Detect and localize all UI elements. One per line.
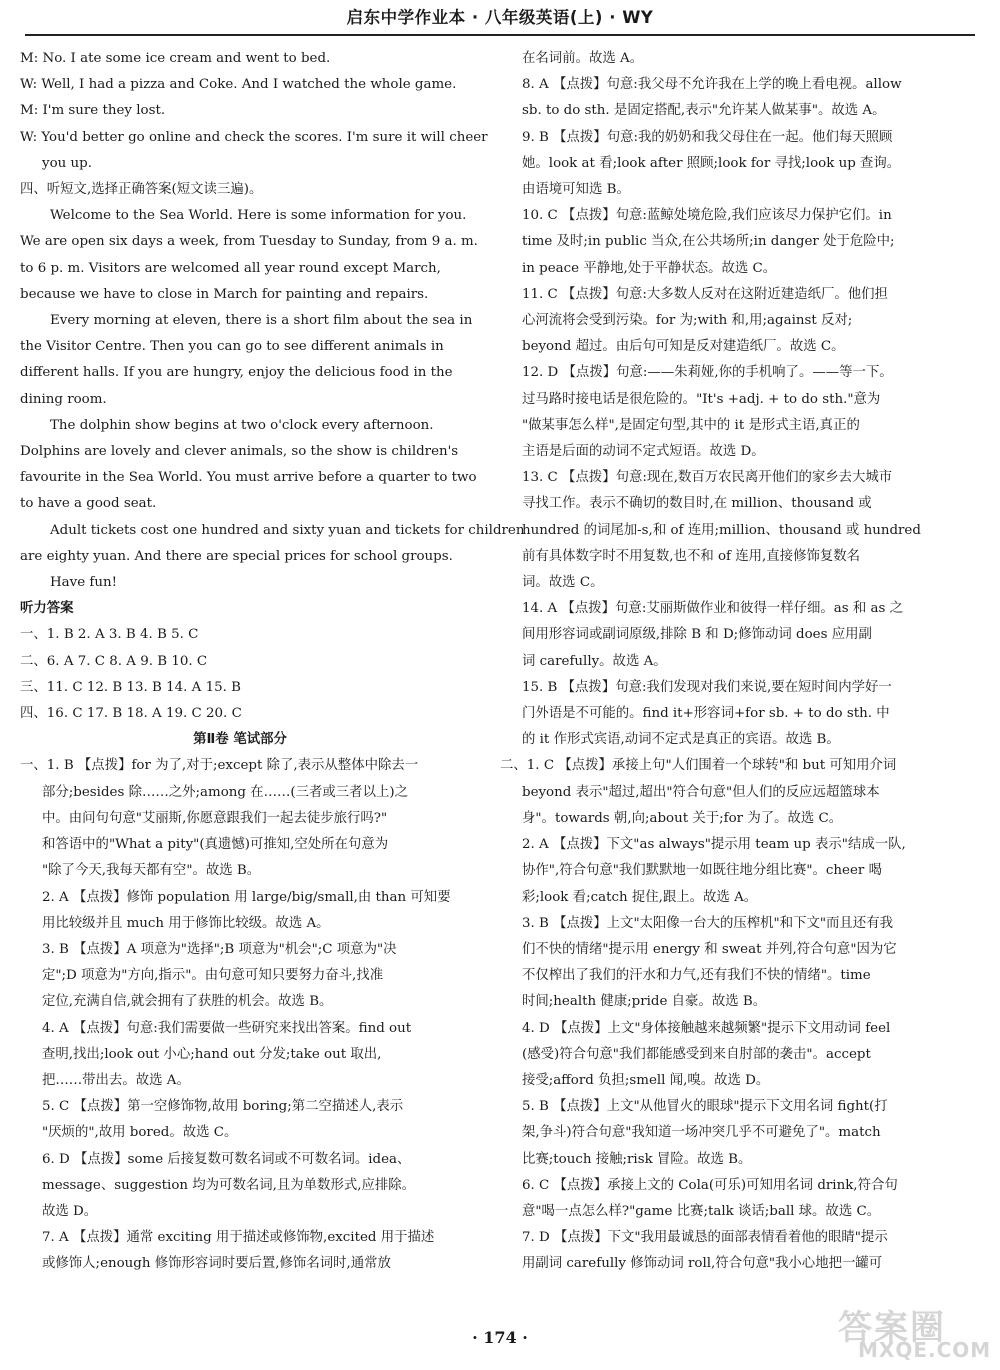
text-line: 部分;besides 除……之外;among 在……(三者或三者以上)之 [42, 784, 408, 800]
text-line: because we have to close in March for painting and repairs. [20, 286, 429, 302]
running-header [25, 4, 975, 36]
text-line: We are open six days a week, from Tuesday to Sunday, from 9 a. m. [20, 234, 478, 250]
text-line: hundred 的词尾加-s,和 of 连用;million、thousand 或 hundred [522, 522, 921, 538]
text-line: 定位,充满自信,就会拥有了获胜的机会。故选 B。 [42, 994, 333, 1010]
text-line: dining room. [20, 391, 107, 407]
text-line: 她。look at 看;look after 照顾;look for 寻找;look up 查询。 [522, 155, 901, 171]
text-line: Welcome to the Sea World. Here is some information for you. [50, 208, 467, 224]
header-title: 启东中学作业本 · 八年级英语(上) · WY [346, 8, 654, 27]
text-line: 或修饰人;enough 修饰形容词时要后置,修饰名词时,通常放 [42, 1256, 391, 1272]
text-line: 词。故选 C。 [522, 575, 604, 591]
text-line: 12. D 【点拨】句意:——朱莉娅,你的手机响了。——等一下。 [522, 365, 893, 381]
text-line: 过马路时接电话是很危险的。"It's +adj. + to do sth."意为 [522, 391, 881, 407]
text-line: 7. A 【点拨】通常 exciting 用于描述或修饰物,excited 用于描述 [42, 1230, 435, 1246]
text-line: 第Ⅱ卷 笔试部分 [193, 732, 287, 748]
text-line: 三、11. C 12. B 13. B 14. A 15. B [20, 679, 242, 695]
text-line: time 及时;in public 当众,在公共场所;in danger 处于危险中; [522, 234, 895, 250]
text-line: Dolphins are lovely and clever animals, so the show is children's [20, 444, 459, 460]
text-line: 由语境可知选 B。 [522, 182, 630, 198]
text-line: 主语是后面的动词不定式短语。故选 D。 [522, 444, 765, 460]
text-line: 比赛;touch 接触;risk 冒险。故选 B。 [522, 1151, 752, 1167]
text-line: 故选 D。 [42, 1203, 98, 1219]
text-line: beyond 超过。由后句可知是反对建造纸厂。故选 C。 [522, 339, 845, 355]
left-column [20, 46, 525, 1278]
watermark-line-2: MXQE.COM [858, 1338, 992, 1362]
text-line: 接受;afford 负担;smell 闻,嗅。故选 D。 [522, 1072, 770, 1088]
text-line: 13. C 【点拨】句意:现在,数百万农民离开他们的家乡去大城市 [522, 470, 893, 486]
text-line: "除了今天,我每天都有空"。故选 B。 [42, 863, 261, 879]
text-line: to 6 p. m. Visitors are welcomed all year round except March, [20, 260, 441, 276]
text-line: 用比较级并且 much 用于修饰比较级。故选 A。 [42, 915, 330, 931]
text-line: sb. to do sth. 是固定搭配,表示"允许某人做某事"。故选 A。 [522, 103, 886, 119]
header-rule [25, 34, 975, 36]
text-line: different halls. If you are hungry, enjoy the delicious food in the [20, 365, 453, 381]
text-line: 11. C 【点拨】句意:大多数人反对在这附近建造纸厂。他们担 [522, 286, 888, 302]
text-line: 协作",符合句意"我们默默地一如既往地分组比赛"。cheer 喝 [522, 863, 882, 879]
text-line: W: Well, I had a pizza and Coke. And I watched the whole game. [20, 77, 457, 93]
text-line: 15. B 【点拨】句意:我们发现对我们来说,要在短时间内学好一 [522, 679, 892, 695]
text-line: 前有具体数字时不用复数,也不和 of 连用,直接修饰复数名 [522, 548, 861, 564]
text-line: message、suggestion 均为可数名词,且为单数形式,应排除。 [42, 1177, 416, 1193]
text-line: The dolphin show begins at two o'clock every afternoon. [50, 417, 434, 433]
text-line: 7. D 【点拨】下文"我用最诚恳的面部表情看着他的眼睛"提示 [522, 1230, 888, 1246]
text-line: 一、1. B 2. A 3. B 4. B 5. C [20, 627, 199, 643]
text-line: 把……带出去。故选 A。 [42, 1072, 190, 1088]
text-line: 14. A 【点拨】句意:艾丽斯做作业和彼得一样仔细。as 和 as 之 [522, 601, 904, 617]
text-line: 门外语是不可能的。find it+形容词+for sb. + to do sth. 中 [522, 706, 890, 722]
text-line: 在名词前。故选 A。 [522, 51, 644, 66]
text-line: "厌烦的",故用 bored。故选 C。 [42, 1125, 238, 1141]
text-line: 4. D 【点拨】上文"身体接触越来越频繁"提示下文用动词 feel [522, 1020, 891, 1036]
text-line: 5. B 【点拨】上文"从他冒火的眼球"提示下文用名词 fight(打 [522, 1099, 888, 1115]
text-line: Every morning at eleven, there is a short film about the sea in [50, 313, 473, 329]
text-line: 间用形容词或副词原级,排除 B 和 D;修饰动词 does 应用副 [522, 627, 872, 643]
text-line: 词 carefully。故选 A。 [522, 653, 667, 669]
text-line: 9. B 【点拨】句意:我的奶奶和我父母住在一起。他们每天照顾 [522, 129, 893, 145]
text-line: 时间;health 健康;pride 自豪。故选 B。 [522, 994, 767, 1010]
text-line: M: I'm sure they lost. [20, 103, 166, 119]
text-line: are eighty yuan. And there are special prices for school groups. [20, 548, 453, 564]
text-line: (感受)符合句意"我们都能感受到来自肘部的袭击"。accept [522, 1046, 871, 1062]
text-line: 6. C 【点拨】承接上文的 Cola(可乐)可知用名词 drink,符合句 [522, 1177, 898, 1193]
text-line: 的 it 作形式宾语,动词不定式是真正的宾语。故选 B。 [522, 732, 840, 748]
text-line: to have a good seat. [20, 496, 157, 512]
text-line: 查明,找出;look out 小心;hand out 分发;take out 取出, [42, 1046, 382, 1062]
watermark-logo [828, 1300, 993, 1364]
text-line: Adult tickets cost one hundred and sixty yuan and tickets for children [50, 522, 525, 538]
text-line: beyond 表示"超过,超出"符合句意"但人们的反应远超篮球本 [522, 784, 880, 800]
text-line: 4. A 【点拨】句意:我们需要做一些研究来找出答案。find out [42, 1020, 412, 1036]
text-line: M: No. I ate some ice cream and went to bed. [20, 51, 331, 66]
text-line: 2. A 【点拨】修饰 population 用 large/big/small,由 than 可知要 [42, 889, 451, 905]
text-line: the Visitor Centre. Then you can go to see different animals in [20, 339, 444, 355]
right-column [500, 46, 940, 1278]
text-line: 四、16. C 17. B 18. A 19. C 20. C [20, 706, 242, 722]
text-line: 听力答案 [20, 601, 74, 617]
text-line: 身"。towards 朝,向;about 关于;for 为了。故选 C。 [522, 810, 843, 826]
text-line: 彩;look 看;catch 捉住,跟上。故选 A。 [522, 889, 758, 905]
text-line: favourite in the Sea World. You must arrive before a quarter to two [20, 470, 477, 486]
text-line: 定";D 项意为"方向,指示"。由句意可知只要努力奋斗,找准 [42, 968, 384, 984]
text-line: "做某事怎么样",是固定句型,其中的 it 是形式主语,真正的 [522, 417, 860, 433]
text-line: 二、6. A 7. C 8. A 9. B 10. C [20, 653, 208, 669]
text-line: 架,争斗)符合句意"我知道一场冲突几乎不可避免了"。match [522, 1125, 881, 1141]
text-line: 中。由问句句意"艾丽斯,你愿意跟我们一起去徒步旅行吗?" [42, 810, 388, 826]
text-line: 不仅榨出了我们的汗水和力气,还有我们不快的情绪"。time [522, 968, 871, 984]
text-line: 寻找工作。表示不确切的数目时,在 million、thousand 或 [522, 496, 872, 512]
text-line: 四、听短文,选择正确答案(短文读三遍)。 [20, 182, 263, 198]
text-line: W: You'd better go online and check the scores. I'm sure it will cheer [20, 129, 488, 145]
text-line: 3. B 【点拨】上文"太阳像一台大的压榨机"和下文"而且还有我 [522, 915, 893, 931]
text-line: 一、1. B 【点拨】for 为了,对于;except 除了,表示从整体中除去一 [20, 758, 419, 774]
text-line: 2. A 【点拨】下文"as always"提示用 team up 表示"结成一队, [522, 837, 906, 853]
text-line: 3. B 【点拨】A 项意为"选择";B 项意为"机会";C 项意为"决 [42, 941, 397, 957]
text-line: you up. [42, 155, 92, 171]
text-line: 和答语中的"What a pity"(真遗憾)可推知,空处所在句意为 [42, 837, 389, 853]
text-line: Have fun! [50, 575, 117, 591]
text-line: 们不快的情绪"提示用 energy 和 sweat 并列,符合句意"因为它 [522, 941, 897, 957]
text-line: 10. C 【点拨】句意:蓝鲸处境危险,我们应该尽力保护它们。in [522, 208, 892, 224]
text-line: 二、1. C 【点拨】承接上句"人们围着一个球转"和 but 可知用介词 [500, 758, 897, 774]
page-number: · 174 · [472, 1328, 528, 1347]
text-line: 5. C 【点拨】第一空修饰物,故用 boring;第二空描述人,表示 [42, 1099, 404, 1115]
watermark-line-1: 答案圈 [838, 1308, 946, 1348]
text-line: in peace 平静地,处于平静状态。故选 C。 [522, 260, 777, 276]
text-line: 意"喝一点怎么样?"game 比赛;talk 谈话;ball 球。故选 C。 [522, 1203, 881, 1219]
text-line: 6. D 【点拨】some 后接复数可数名词或不可数名词。idea、 [42, 1151, 411, 1167]
text-line: 8. A 【点拨】句意:我父母不允许我在上学的晚上看电视。allow [522, 77, 902, 93]
text-line: 用副词 carefully 修饰动词 roll,符合句意"我小心地把一罐可 [522, 1256, 883, 1272]
text-line: 心河流将会受到污染。for 为;with 和,用;against 反对; [522, 313, 853, 329]
